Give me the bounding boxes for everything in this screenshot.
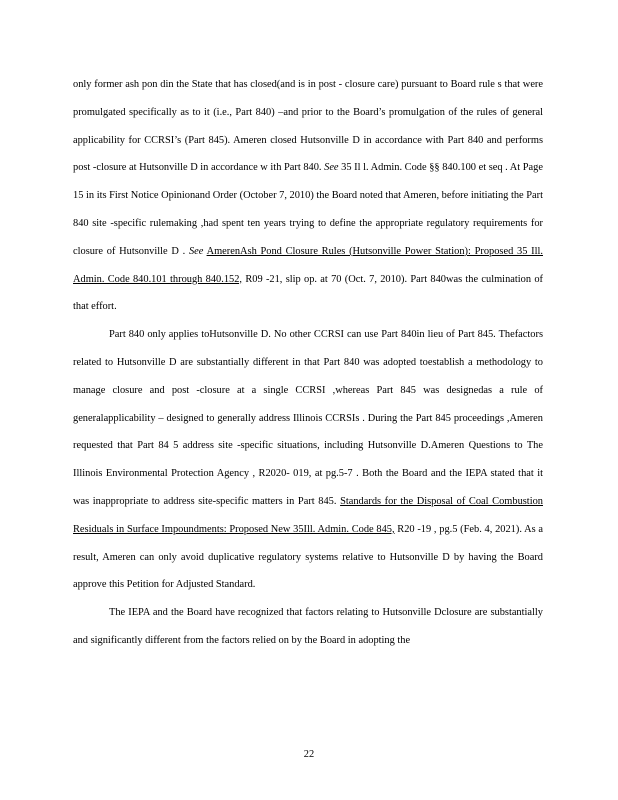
document-body [73,71,543,655]
case-citation: AmerenAsh Pond Closure Rules (Hutsonville Power Station): Proposed 35 Ill. Admin. Code 840.101 through 840.152, [73,245,543,285]
text-run: R20 -19 , pg.5 (Feb. 4, 2021). As a result, Ameren can only avoid duplicative regulatory systems relative to Hutsonville D by having the Board approve this Petition for Adjusted Standard. [73,523,543,591]
text-run: Part 840 only applies toHutsonville D. No other CCRSI can use Part 840in lieu of Part 845. Thefactors related to Hutsonville D are substantially different in that Part 840 was adopted toestablish a methodology to manage closure and post -closure at a single CCRSI ,whereas Part 845 was designedas a rule of generalapplicability – designed to generally address Illinois CCRSIs . During the Part 845 proceedings ,Ameren requested that Part 84 5 address site -specific situations, including Hutsonville D.Ameren Questions to The Illinois Environmental Protection Agency , R2020- 019, at pg.5-7 . Both the Board and the IEPA stated that it was inappropriate to address site-specific matters in Part 845. [73,329,543,507]
signal-see: See [188,245,204,257]
page-number: 22 [303,749,315,760]
paragraph-closure-history [73,71,543,321]
text-run: 35 Il l. Admin. Code §§ 840.100 et seq . At Page 15 in its First Notice Opinionand Order (October 7, 2010) the Board noted that Ameren, before initiating the Part 840 site -specific rulemaking ,had spent ten years trying to define the appropriate regulatory requirements for closure of Hutsonville D . [73,162,543,257]
text-run: R09 -21, slip op. at 70 (Oct. 7, 2010). Part 840was the culmination of that effort. [73,273,543,313]
text-run: only former ash pon din the State that has closed(and is in post - closure care) pursuant to Board rule s that were promulgated specifically as to it (i.e., Part 840) –and prior to the Board’s promulgation of the rules of general applicability for CCRSI’s (Part 845). Ameren closed Hutsonville D in accordance with Part 840 and performs post -closure at Hutsonville D in accordance w ith Part 840. [73,79,543,174]
signal-see: See [324,162,339,174]
paragraph-factors [73,599,543,655]
case-citation: Standards for the Disposal of Coal Combustion Residuals in Surface Impoundments: Proposed New 35Ill. Admin. Code 845, [73,495,543,535]
text-run: The IEPA and the Board have recognized that factors relating to Hutsonville Dclosure are substantially and significantly different from the factors relied on by the Board in adopting the [73,607,543,646]
paragraph-part-840-scope [73,321,543,599]
